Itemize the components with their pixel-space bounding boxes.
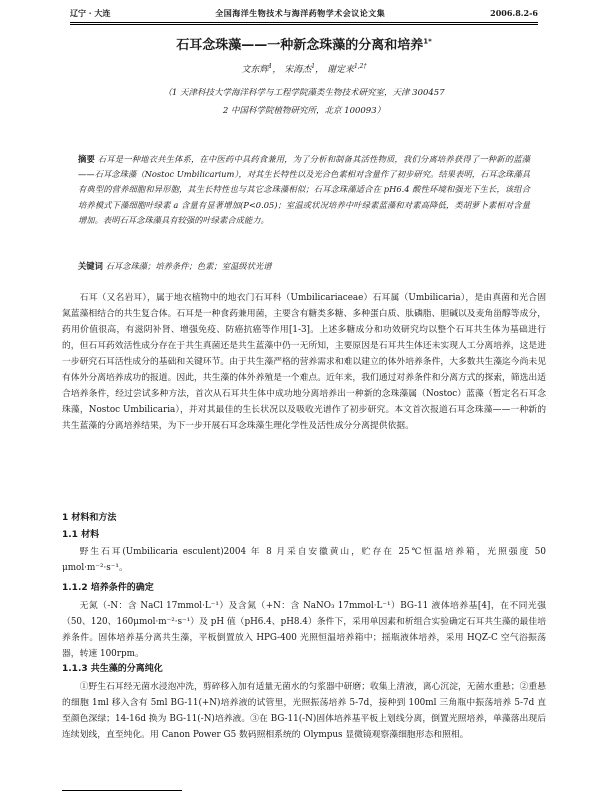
author-list: 文东辉$^1$， 宋海杰$^1$， 谢定来$^{1,2\dagger}$ bbox=[241, 63, 367, 75]
introduction-paragraph: 石耳（又名岩耳），属于地衣植物中的地衣门石耳科（Umbilicariaceae）石耳属（Umbilicaria），是由真菌和光合固氮蓝藻相结合的共生复合体。石耳是一种食药兼用菌，主要含有糖类多糖、多种蛋白质、肽磷脂、胆碱以及麦角甾醇等成分，药用价值很高，有滋阴补肾、增强免疫、防癌抗癌等作用[1-3]。上述多糖成分和功效研究均以整个石耳共生体为基础进行的，但石耳药效活性成分存在于共生真菌还是共生蓝藻中仍一无所知，主要原因是石耳共生体还未实现人工分离培养，这是进一步研究石耳活性成分的基础和关键环节。由于共生藻严格的营养需求和难以建立的体外培养条件，大多数共生藻迄今尚未见有体外分离培养成功的报道。因此，共生藻的体外养殖是一个难点。近年来，我们通过对养条件和分离方式的探索，筛选出适合培养条件，经过尝试多种方法，首次从石耳共生体中成功地分离培养出一种新的念珠藻属（Nostoc）蓝藻（暂定名石耳念珠藻，Nostoc Umbilicaria），并对其最佳的生长状况以及吸收光谱作了初步研究。本文首次报道石耳念珠藻——一种新的共生蓝藻的分离培养结果，为下一步开展石耳念珠藻生理化学性及活性成分分离提供依据。 bbox=[62, 293, 546, 431]
affiliation-1: （1 天津科技大学海洋科学与工程学院藻类生物技术研究室，天津 300457 bbox=[163, 88, 445, 98]
header-location: 辽宁 · 大连 bbox=[70, 7, 111, 18]
header-rule-2 bbox=[70, 24, 538, 25]
subsection-heading-culture: 1.1.2 培养条件的确定 bbox=[62, 583, 154, 593]
keywords-label: 关键词 bbox=[78, 261, 103, 271]
keywords-text: 石耳念珠藻；培养条件；色素；室温级状光谱 bbox=[105, 261, 272, 271]
author: 宋海杰 bbox=[284, 65, 312, 75]
header-rule bbox=[70, 22, 538, 23]
affiliation-2: 2 中国科学院植物研究所，北京 100093） bbox=[222, 106, 386, 116]
article-title: 石耳念珠藻——一种新念珠藻的分离和培养$^{1*}$ bbox=[176, 37, 432, 53]
running-header bbox=[70, 6, 538, 20]
abstract bbox=[78, 152, 530, 228]
author: 谢定来 bbox=[326, 65, 354, 75]
culture-paragraph: 无氮（-N：含 NaCl 17mmol·L⁻¹）及含氮（+N：含 NaNO₃ 17mmol·L⁻¹）BG-11 液体培养基[4]，在不同光强（50、120、160μmol·m⁻²·s⁻¹）及 pH 值（pH6.4、pH8.4）条件下，采用单因素和析组合实验确定石耳共生藻的最佳培养条件。固体培养基分离共生藻，平板倒置放入 HPG-400 光照恒温培养箱中；摇瓶液体培养，采用 HQZ-C 空气浴振荡器，转速 100rpm。 bbox=[62, 601, 546, 659]
header-date: 2006.8.2-6 bbox=[490, 8, 538, 18]
subsection-heading-isolation: 1.1.3 共生藻的分离纯化 bbox=[62, 664, 163, 674]
section-heading-methods: 1 材料和方法 bbox=[62, 513, 117, 523]
footnote-rule bbox=[62, 790, 182, 791]
isolation-paragraph: ①野生石耳经无菌水浸泡冲洗，剪碎移入加有适量无菌水的匀浆器中研磨；收集上清液，离心沉淀，无菌水重悬；②重悬的细胞 1ml 移入含有 5ml BG-11(+N)培养液的试管里，光照振荡培养 5-7d，接种到 100ml 三角瓶中振荡培养 5-7d 直至颜色深绿；14-16d 换为 BG-11(-N)培养液。③在 BG-11(-N)固体培养基平板上划线分离，倒置光照培养，单藻落出现后连续划线，直至纯化。用 Canon Power G5 数码照相系统的 Olympus 显微镜观察藻细胞形态和照相。 bbox=[62, 682, 546, 740]
header-proceedings-title: 全国海洋生物技术与海洋药物学术会议论文集 bbox=[215, 7, 386, 18]
abstract-label: 摘要 bbox=[78, 154, 95, 164]
abstract-text: 石耳是一种地衣共生体系，在中医药中具药食兼用，为了分析和制备其活性物质，我们分离培养获得了一种新的蓝藻——石耳念珠藻（Nostoc Umbilicarium），对其生长特性以及光合色素相对含量作了初步研究。结果表明，石耳念珠藻具有典型的营养细胞和异形胞，其生长特性也与其它念珠藻相似；石耳念珠藻适合在 pH6.4 酸性环境和强光下生长，该组合培养模式下藻细胞叶绿素 a 含量有显著增加(P<0.05)；室温或状况培养中叶绿素蓝藻和对素高降低，类胡萝卜素相对含量增加。表明石耳念珠藻具有较强的叶绿素合成能力。 bbox=[78, 154, 530, 225]
materials-paragraph: 野生石耳(Umbilicaria esculent)2004 年 8 月采自安徽黄山，贮存在 25℃恒温培养箱，光照强度 50 μmol·m⁻²·s⁻¹。 bbox=[62, 547, 546, 573]
keywords bbox=[78, 260, 530, 272]
subsection-heading-materials: 1.1 材料 bbox=[62, 530, 100, 540]
author: 文东辉 bbox=[241, 65, 269, 75]
